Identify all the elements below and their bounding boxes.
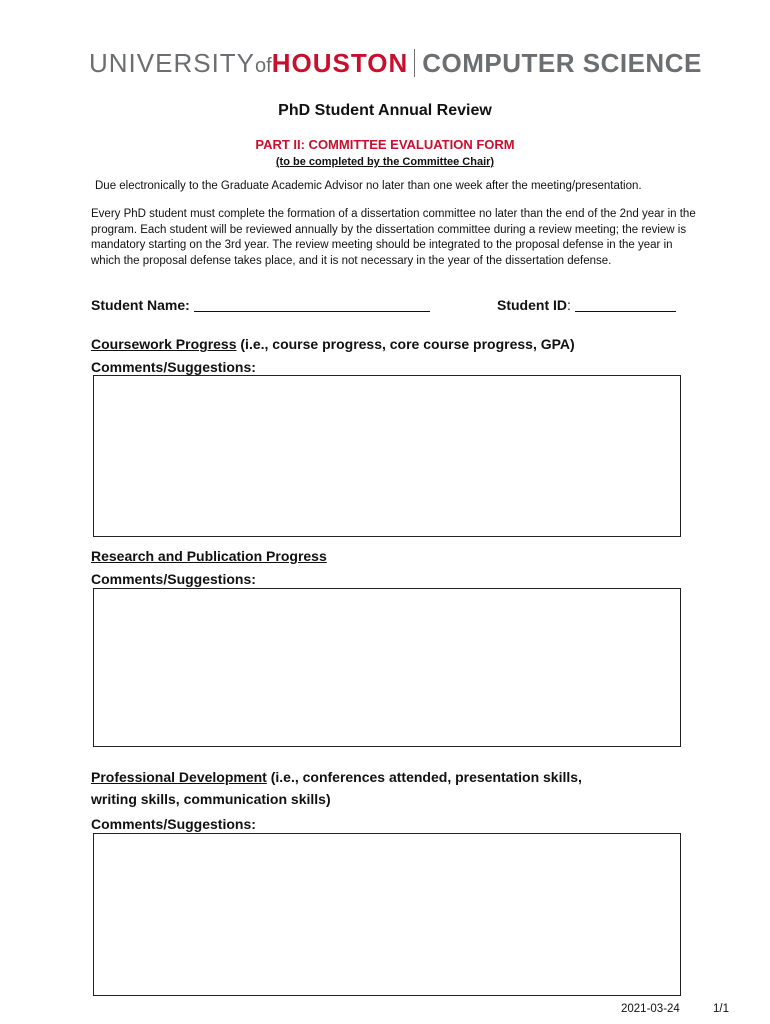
research-comments-box[interactable] xyxy=(93,588,681,747)
logo-divider xyxy=(414,49,415,77)
student-id-row xyxy=(497,297,676,313)
coursework-comments-label: Comments/Suggestions: xyxy=(91,359,256,375)
student-name-field[interactable] xyxy=(194,297,430,312)
logo-houston-text: HOUSTON xyxy=(271,48,409,78)
student-id-colon: : xyxy=(567,297,575,313)
instructions-paragraph: Every PhD student must complete the formation of a dissertation committee no later than the end of the 2nd year in the program. Each student will be reviewed annually by the dissertation committee during a review meeting; the review is mandatory starting on the 3rd year. The review meeting should be integrated to the proposal defense in the year in which the proposal defense takes place, and it is not necessary in the year of the dissertation defense. xyxy=(91,208,696,267)
student-name-row xyxy=(91,297,430,313)
footer-date: 2021-03-24 xyxy=(621,1003,680,1015)
university-logo xyxy=(89,46,702,80)
coursework-progress-title: Coursework Progress xyxy=(91,336,237,352)
form-part-title: PART II: COMMITTEE EVALUATION FORM xyxy=(255,137,515,152)
page-title: PhD Student Annual Review xyxy=(278,102,492,119)
footer-page-number: 1/1 xyxy=(713,1003,729,1015)
due-note: Due electronically to the Graduate Academic Advisor no later than one week after the meeting/presentation. xyxy=(95,180,642,192)
coursework-progress-detail: (i.e., course progress, core course progress, GPA) xyxy=(236,336,575,352)
student-id-field[interactable] xyxy=(575,297,676,312)
professional-development-title: Professional Development xyxy=(91,769,267,785)
research-progress-heading xyxy=(91,545,327,567)
coursework-comments-box[interactable] xyxy=(93,375,681,537)
student-id-label: Student ID xyxy=(497,297,567,313)
research-progress-title: Research and Publication Progress xyxy=(91,548,327,564)
logo-university-text: UNIVERSITY xyxy=(89,48,256,78)
student-name-label: Student Name: xyxy=(91,297,194,313)
logo-department-text: COMPUTER SCIENCE xyxy=(422,48,702,78)
research-comments-label: Comments/Suggestions: xyxy=(91,571,256,587)
professional-comments-box[interactable] xyxy=(93,833,681,996)
professional-development-detail: (i.e., conferences attended, presentation skills, xyxy=(266,769,582,785)
professional-comments-label: Comments/Suggestions: xyxy=(91,816,256,832)
form-part-subtitle: (to be completed by the Committee Chair) xyxy=(275,156,495,168)
professional-development-heading xyxy=(91,766,582,810)
professional-development-detail-line2: writing skills, communication skills) xyxy=(91,791,331,807)
logo-of-text: of xyxy=(255,55,272,77)
coursework-progress-heading xyxy=(91,333,575,355)
